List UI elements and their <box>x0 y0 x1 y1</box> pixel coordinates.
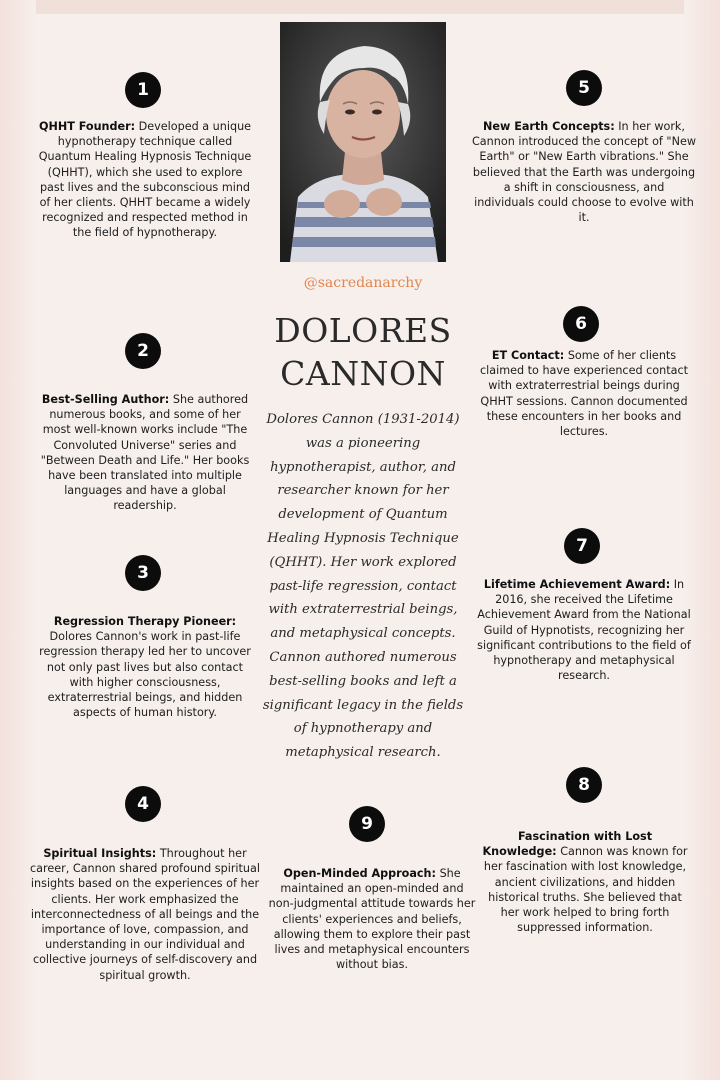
fact-title: New Earth Concepts: <box>483 120 615 133</box>
fact-title: QHHT Founder: <box>38 120 136 133</box>
fact-block-6 <box>472 348 696 439</box>
fact-text: Some of her clients claimed to have experienced contact with extraterrestrial beings during QHHT sessions. Cannon documented these encounters in her books and lectures. <box>480 349 688 439</box>
fact-title: Regression Therapy Pioneer: <box>53 615 237 628</box>
fact-text: In her work, Cannon introduced the concept of "New Earth" or "New Earth vibrations." She believed that the Earth was undergoing a shift in consciousness, and individuals could choose to evolve with it. <box>472 120 696 225</box>
fact-text: Developed a unique hypnotherapy technique called Quantum Healing Hypnosis Technique (QHHT), which she used to explore past lives and the subconscious mind of her clients. QHHT became a widely recognized and respected method in the field of hypnotherapy. <box>38 120 252 240</box>
title-last-name: CANNON <box>280 354 446 393</box>
number-badge-7: 7 <box>564 528 600 564</box>
fact-block-3 <box>34 614 256 720</box>
fact-title: Open-Minded Approach: <box>283 867 436 880</box>
fact-block-8 <box>482 829 688 935</box>
number-badge-8: 8 <box>566 767 602 803</box>
page-title <box>262 309 464 395</box>
fact-title: Lifetime Achievement Award: <box>483 578 671 591</box>
portrait-photo <box>280 22 446 262</box>
fact-title: Best-Selling Author: <box>41 393 170 406</box>
fact-text: She maintained an open-minded and non-judgmental attitude towards her clients' experiences and beliefs, allowing them to explore their past lives and metaphysical encounters without bias. <box>268 867 476 972</box>
fact-text: She authored numerous books, and some of her most well-known works include "The Convoluted Universe" series and "Between Death and Life." Her books have been translated into multiple languages and have a global readership. <box>40 393 250 513</box>
fact-text: Throughout her career, Cannon shared profound spiritual insights based on the experiences of her clients. Her work emphasized the interconnectedness of all beings and the importance of love, compassion, and understanding in our individual and collective journeys of self-discovery and spiritual growth. <box>30 847 260 982</box>
bio-paragraph: Dolores Cannon (1931-2014) was a pioneering hypnotherapist, author, and researcher known for her development of Quantum Healing Hypnosis Technique (QHHT). Her work explored past-life regression, contact with extraterrestrial beings, and metaphysical concepts. Cannon authored numerous best-selling books and left a significant legacy in the fields of hypnotherapy and metaphysical research. <box>262 412 464 761</box>
number-badge-4: 4 <box>125 786 161 822</box>
social-handle: @sacredanarchy <box>303 275 423 291</box>
number-badge-3: 3 <box>125 555 161 591</box>
title-first-name: DOLORES <box>274 311 452 350</box>
number-badge-5: 5 <box>566 70 602 106</box>
fact-block-9 <box>268 866 476 972</box>
fact-title: Spiritual Insights: <box>43 847 157 860</box>
fact-title: Fascination with Lost Knowledge: <box>482 830 653 859</box>
fact-block-7 <box>472 577 696 683</box>
fact-block-4 <box>30 846 260 983</box>
fact-text: Dolores Cannon's work in past-life regression therapy led her to uncover not only past lives but also contact with higher consciousness, extraterrestrial beings, and hidden aspects of human history. <box>39 630 251 720</box>
fact-title: ET Contact: <box>491 349 565 362</box>
number-badge-1: 1 <box>125 72 161 108</box>
fact-block-2 <box>34 392 256 514</box>
number-badge-9: 9 <box>349 806 385 842</box>
number-badge-2: 2 <box>125 333 161 369</box>
fact-text: In 2016, she received the Lifetime Achievement Award from the National Guild of Hypnotists, recognizing her significant contributions to the field of hypnotherapy and metaphysical research. <box>477 578 691 683</box>
top-texture <box>0 0 720 14</box>
fact-block-1 <box>34 119 256 241</box>
fact-block-5 <box>472 119 696 225</box>
fact-text: Cannon was known for her fascination with lost knowledge, ancient civilizations, and hidden historical truths. She believed that her work helped to bring forth suppressed information. <box>483 845 688 935</box>
number-badge-6: 6 <box>563 306 599 342</box>
